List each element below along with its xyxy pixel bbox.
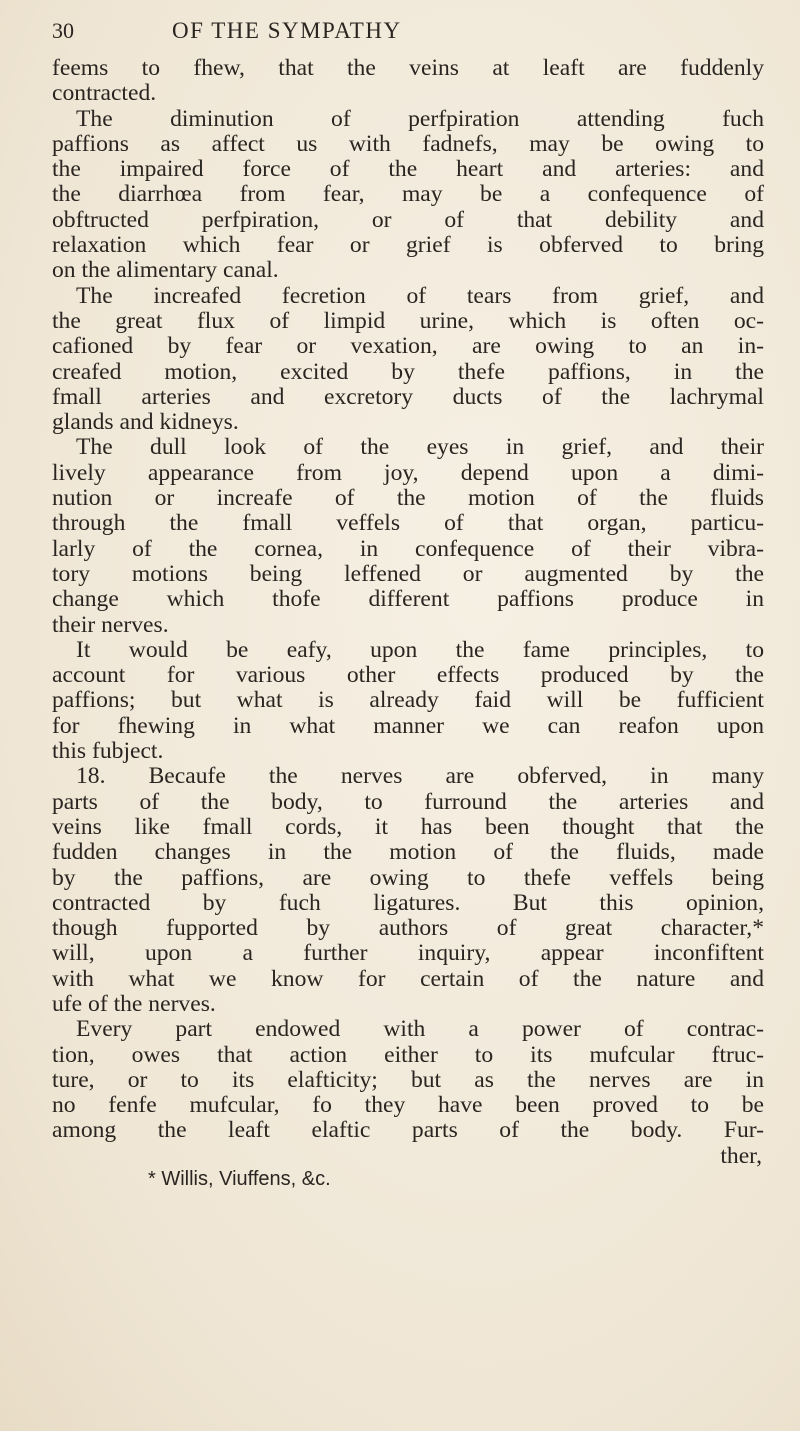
text-line: paffions; but what is already faid will be fufficient <box>52 687 764 714</box>
book-page <box>52 18 764 1191</box>
text-line: through the fmall veffels of that organ, particu- <box>52 510 764 537</box>
text-line: tion, owes that action either to its mufcular ftruc- <box>52 1041 764 1068</box>
text-line: their nerves. <box>52 611 169 638</box>
text-line: by the paffions, are owing to thefe veffels being <box>52 864 764 891</box>
footnote: * Willis, Viuffens, &c. <box>148 1168 331 1191</box>
body-text <box>52 56 764 1144</box>
text-line: though fupported by authors of great character,* <box>52 915 764 942</box>
text-line: The dull look of the eyes in grief, and their <box>76 434 764 461</box>
text-line: nution or increafe of the motion of the fluids <box>52 485 764 512</box>
text-line: obftructed perfpiration, or of that debility and <box>52 206 764 233</box>
text-line: this fubject. <box>52 738 164 765</box>
text-line: no fenfe mufcular, fo they have been proved to be <box>52 1092 764 1119</box>
catchword: ther, <box>720 1142 762 1169</box>
text-line: lively appearance from joy, depend upon a dimi- <box>52 459 764 486</box>
text-line: account for various other effects produced by the <box>52 662 764 689</box>
text-line: the impaired force of the heart and arteries: and <box>52 156 764 183</box>
text-line: contracted. <box>52 80 157 107</box>
text-line: relaxation which fear or grief is obferved to bring <box>52 232 764 259</box>
text-line: The increafed fecretion of tears from grief, and <box>76 282 764 309</box>
text-line: creafed motion, excited by thefe paffions, in the <box>52 358 764 385</box>
text-line: the diarrhœa from fear, may be a confequence of <box>52 181 764 208</box>
text-line: The diminution of perfpiration attending fuch <box>76 105 764 132</box>
text-line: paffions as affect us with fadnefs, may be owing to <box>52 130 764 157</box>
text-line: veins like fmall cords, it has been thought that the <box>52 813 764 840</box>
text-line: among the leaft elaftic parts of the body. Fur- <box>52 1117 764 1144</box>
text-line: It would be eafy, upon the fame principles, to <box>76 636 764 663</box>
running-head: OF THE SYMPATHY <box>172 18 402 43</box>
text-line: glands and kidneys. <box>52 409 239 436</box>
text-line: feems to fhew, that the veins at leaft are fuddenly <box>52 55 764 81</box>
text-line: tory motions being leffened or augmented by the <box>52 560 764 587</box>
text-line: fmall arteries and excretory ducts of the lachrymal <box>52 383 764 410</box>
text-line: parts of the body, to furround the arteries and <box>52 788 764 815</box>
text-line: 18. Becaufe the nerves are obferved, in many <box>76 763 764 790</box>
text-line: will, upon a further inquiry, appear inconfiftent <box>52 940 764 967</box>
text-line: ture, or to its elafticity; but as the nerves are in <box>52 1066 764 1093</box>
text-line: with what we know for certain of the nature and <box>52 965 764 992</box>
text-line: change which thofe different paffions produce in <box>52 586 764 613</box>
text-line: contracted by fuch ligatures. But this opinion, <box>52 889 764 916</box>
text-line: ufe of the nerves. <box>52 990 216 1017</box>
page-header <box>52 18 764 56</box>
text-line: Every part endowed with a power of contrac- <box>76 1016 764 1043</box>
text-line: larly of the cornea, in confequence of their vibra- <box>52 535 764 562</box>
text-line: fudden changes in the motion of the fluids, made <box>52 839 764 866</box>
text-line: on the alimentary canal. <box>52 257 279 284</box>
text-line: the great flux of limpid urine, which is often oc- <box>52 307 764 334</box>
text-line: for fhewing in what manner we can reafon upon <box>52 712 764 739</box>
text-line: cafioned by fear or vexation, are owing to an in- <box>52 333 764 360</box>
page-number: 30 <box>52 18 74 43</box>
